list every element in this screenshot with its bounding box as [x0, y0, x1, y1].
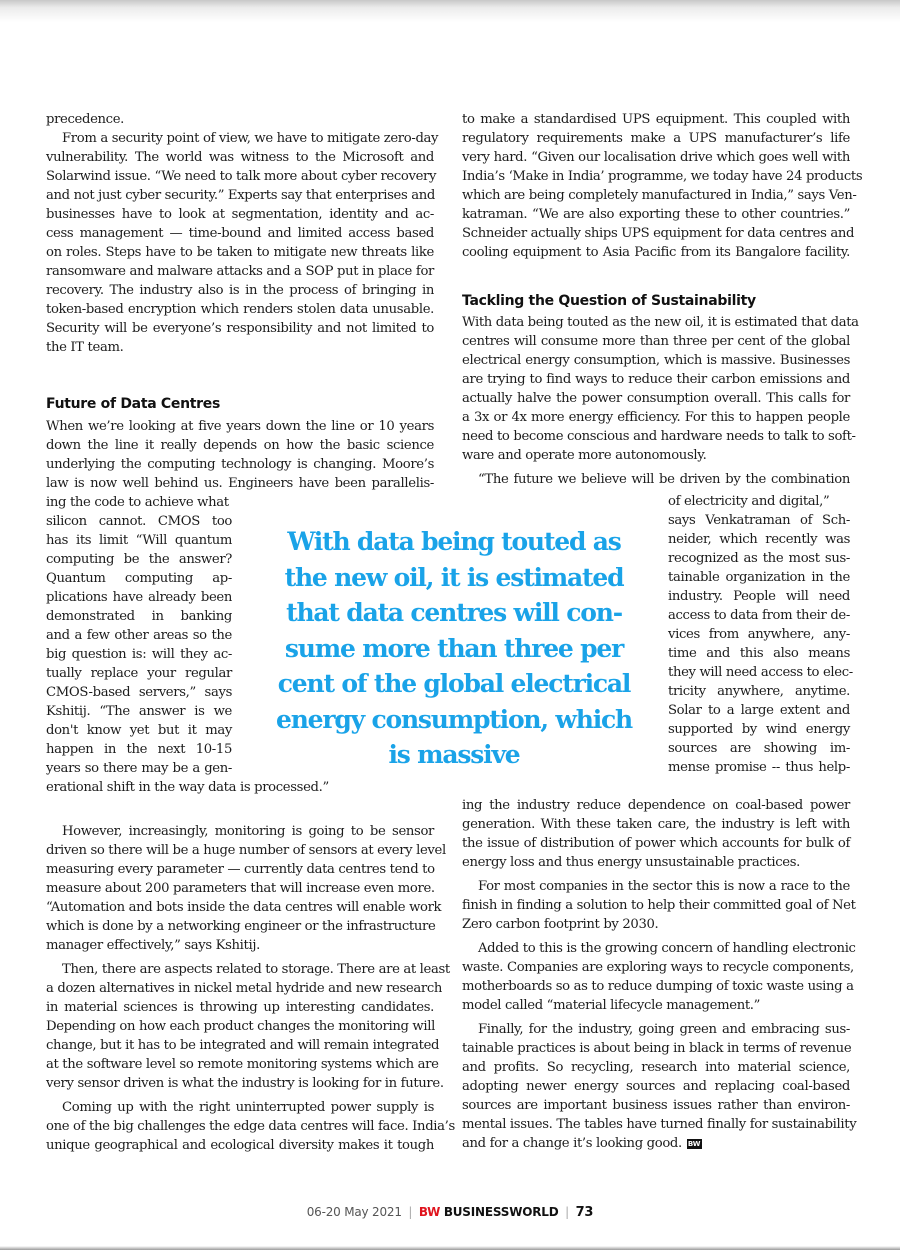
body-text-line: measuring every parameter — currently data centres tend to: [46, 862, 435, 877]
body-text-line: Coming up with the right uninterrupted power supply is: [62, 1100, 434, 1115]
body-text-line: and not just cyber security.” Experts say that enterprises and: [46, 188, 436, 203]
pullquote-line: is massive: [388, 740, 520, 769]
footer-divider: |: [408, 1205, 413, 1219]
body-text-line: However, increasingly, monitoring is going to be sensor: [62, 824, 434, 839]
body-text-line: demonstrated in banking: [46, 609, 232, 624]
body-text-line: and a few other areas so the: [46, 628, 232, 643]
body-text-line: happen in the next 10-15: [46, 742, 232, 757]
section-heading-future-of-data-centres: Future of Data Centres: [46, 396, 220, 412]
body-text-line: recovery. The industry also is in the process of bringing in: [46, 283, 434, 298]
page-number: 73: [575, 1205, 594, 1220]
body-text-line: mental issues. The tables have turned finally for sustainability: [462, 1117, 857, 1132]
body-text-line: Solar to a large extent and: [668, 703, 850, 718]
body-text-line: driven so there will be a huge number of sensors at every level: [46, 843, 446, 858]
body-text-line: businesses have to look at segmentation, identity and ac-: [46, 207, 434, 222]
body-text-line: manager effectively,” says Kshitij.: [46, 938, 260, 953]
body-text-line: recognized as the most sus-: [668, 551, 850, 566]
body-text-line: “The future we believe will be driven by the combination: [478, 472, 850, 487]
body-text-line: they will need access to elec-: [668, 665, 853, 680]
body-text-line: Quantum computing ap-: [46, 571, 232, 586]
body-text-line: erational shift in the way data is processed.”: [46, 780, 329, 795]
body-text-line: tually replace your regular: [46, 666, 232, 681]
body-text-line: one of the big challenges the edge data centres will face. India’s: [46, 1119, 455, 1134]
body-text-line: vices from anywhere, any-: [668, 627, 850, 642]
body-text-line: With data being touted as the new oil, it is estimated that data: [462, 315, 859, 330]
body-text-line: don't know yet but it may: [46, 723, 232, 738]
body-text-line: the issue of distribution of power which accounts for bulk of: [462, 836, 850, 851]
body-text-line: which is done by a networking engineer or the infrastructure: [46, 919, 436, 934]
body-text-line: “Automation and bots inside the data centres will enable work: [46, 900, 442, 915]
body-text-line: Finally, for the industry, going green and embracing sus-: [478, 1022, 850, 1037]
body-text-line: ransomware and malware attacks and a SOP put in place for: [46, 264, 434, 279]
body-text-line: tainable organization in the: [668, 570, 850, 585]
body-text-line: to make a standardised UPS equipment. This coupled with: [462, 112, 850, 127]
pullquote-line: the new oil, it is estimated: [284, 562, 624, 592]
body-text-line: Security will be everyone’s responsibility and not limited to: [46, 321, 434, 336]
body-text-line: centres will consume more than three per cent of the global: [462, 334, 850, 349]
body-text-line: When we’re looking at five years down the line or 10 years: [46, 419, 434, 434]
body-text-line: ing the industry reduce dependence on coal-based power: [462, 798, 850, 813]
body-text-line: and profits. So recycling, research into material science,: [462, 1060, 850, 1075]
body-text-line: big question is: will they ac-: [46, 647, 232, 662]
body-text-line: adopting newer energy sources and replacing coal-based: [462, 1079, 850, 1094]
body-text-line: which are being completely manufactured in India,” says Ven-: [462, 188, 857, 203]
page-footer: [0, 1205, 900, 1220]
body-text-line: measure about 200 parameters that will increase even more.: [46, 881, 435, 896]
body-text-line: a dozen alternatives in nickel metal hydride and new research: [46, 981, 443, 996]
body-text-line: Kshitij. “The answer is we: [46, 704, 232, 719]
body-text-line: cooling equipment to Asia Pacific from its Bangalore facility.: [462, 245, 850, 260]
body-text-line: and for a change it’s looking good. BW: [462, 1136, 701, 1151]
body-text-line: in material sciences is throwing up interesting candidates.: [46, 1000, 434, 1015]
body-text-line: very sensor driven is what the industry is looking for in future.: [46, 1076, 444, 1091]
pullquote-line: With data being touted as: [287, 527, 621, 556]
body-text-line: Added to this is the growing concern of handling electronic: [478, 941, 856, 956]
body-text-line: model called “material lifecycle management.”: [462, 998, 761, 1013]
body-text-line: at the software level so remote monitoring systems which are: [46, 1057, 439, 1072]
body-text-line: Zero carbon footprint by 2030.: [462, 917, 659, 932]
body-text-line: India’s ‘Make in India’ programme, we today have 24 products: [462, 169, 863, 184]
body-text-line: tricity anywhere, anytime.: [668, 684, 850, 699]
body-text-line: very hard. “Given our localisation drive which goes well with: [462, 150, 850, 165]
body-text-line: computing be the answer?: [46, 552, 232, 567]
body-text-line: CMOS-based servers,” says: [46, 685, 232, 700]
body-text-line: actually halve the power consumption overall. This calls for: [462, 391, 850, 406]
body-text-line: sources are showing im-: [668, 741, 850, 756]
body-text-line: cess management — time-bound and limited access based: [46, 226, 434, 241]
body-text-line: waste. Companies are exploring ways to recycle components,: [462, 960, 854, 975]
body-text-line: a 3x or 4x more energy efficiency. For this to happen people: [462, 410, 850, 425]
bw-logo-mark: BW: [418, 1205, 441, 1219]
body-text-line: mense promise -- thus help-: [668, 760, 850, 775]
body-text-line: energy loss and thus energy unsustainable practices.: [462, 855, 800, 870]
body-text-line: regulatory requirements make a UPS manufacturer’s life: [462, 131, 850, 146]
body-text-line: industry. People will need: [668, 589, 850, 604]
body-text-line: neider, which recently was: [668, 532, 850, 547]
body-text-line: years so there may be a gen-: [46, 761, 232, 776]
bw-end-mark-icon: BW: [687, 1140, 701, 1148]
body-text-line: generation. With these taken care, the industry is left with: [462, 817, 850, 832]
body-text-line: sources are important business issues rather than environ-: [462, 1098, 850, 1113]
body-text-line: has its limit “Will quantum: [46, 533, 232, 548]
body-text-line: on roles. Steps have to be taken to mitigate new threats like: [46, 245, 434, 260]
body-text-line: katraman. “We are also exporting these to other countries.”: [462, 207, 850, 222]
body-text-line: down the line it really depends on how the basic science: [46, 438, 434, 453]
body-text-line: silicon cannot. CMOS too: [46, 514, 232, 529]
body-text-line: Then, there are aspects related to storage. There are at least: [62, 962, 450, 977]
body-text-line: vulnerability. The world was witness to the Microsoft and: [46, 150, 434, 165]
body-text-line: access to data from their de-: [668, 608, 850, 623]
body-text-line: plications have already been: [46, 590, 232, 605]
body-text-line: Schneider actually ships UPS equipment for data centres and: [462, 226, 855, 241]
body-text-line: underlying the computing technology is changing. Moore’s: [46, 457, 434, 472]
body-text-line: ing the code to achieve what: [46, 495, 229, 510]
body-text-line: For most companies in the sector this is now a race to the: [478, 879, 850, 894]
pullquote-line: that data centres will con-: [286, 598, 622, 627]
body-text-line: motherboards so as to reduce dumping of toxic waste using a: [462, 979, 854, 994]
body-text-line: ware and operate more autonomously.: [462, 448, 707, 463]
footer-divider: |: [565, 1205, 569, 1219]
body-text-line: finish in finding a solution to help their committed goal of Net: [462, 898, 856, 913]
body-text-line: law is now well behind us. Engineers have been parallelis-: [46, 476, 434, 491]
issue-date: 06-20 May 2021: [306, 1205, 402, 1219]
body-text-line: time and this also means: [668, 646, 850, 661]
body-text-line: are trying to find ways to reduce their carbon emissions and: [462, 372, 850, 387]
pullquote-line: sume more than three per: [284, 633, 624, 663]
body-text-line: Solarwind issue. “We need to talk more about cyber recovery: [46, 169, 437, 184]
body-text-line: unique geographical and ecological diversity makes it tough: [46, 1138, 434, 1153]
body-text-line: Depending on how each product changes the monitoring will: [46, 1019, 435, 1034]
body-text-line: says Venkatraman of Sch-: [668, 513, 850, 528]
body-text-line: supported by wind energy: [668, 722, 850, 737]
body-text-line: the IT team.: [46, 340, 124, 355]
body-text-line: electrical energy consumption, which is massive. Businesses: [462, 353, 850, 368]
body-text-line: need to become conscious and hardware needs to talk to soft-: [462, 429, 856, 444]
body-text-line: From a security point of view, we have to mitigate zero-day: [62, 131, 439, 146]
page-bottom-edge: [0, 1246, 900, 1250]
publication-name: BUSINESSWORLD: [443, 1205, 559, 1219]
body-text-line: precedence.: [46, 112, 125, 127]
body-text-line: tainable practices is about being in black in terms of revenue: [462, 1041, 852, 1056]
body-text-line: change, but it has to be integrated and will remain integrated: [46, 1038, 440, 1053]
pullquote-line: energy consumption, which: [275, 704, 633, 734]
body-text-line: of electricity and digital,”: [668, 494, 830, 509]
body-text-line: token-based encryption which renders stolen data unusable.: [46, 302, 434, 317]
section-heading-tackling-sustainability: Tackling the Question of Sustainability: [462, 293, 756, 309]
page-top-shadow: [0, 0, 900, 22]
pullquote-line: cent of the global electrical: [277, 669, 631, 698]
pullquote: [258, 524, 650, 773]
